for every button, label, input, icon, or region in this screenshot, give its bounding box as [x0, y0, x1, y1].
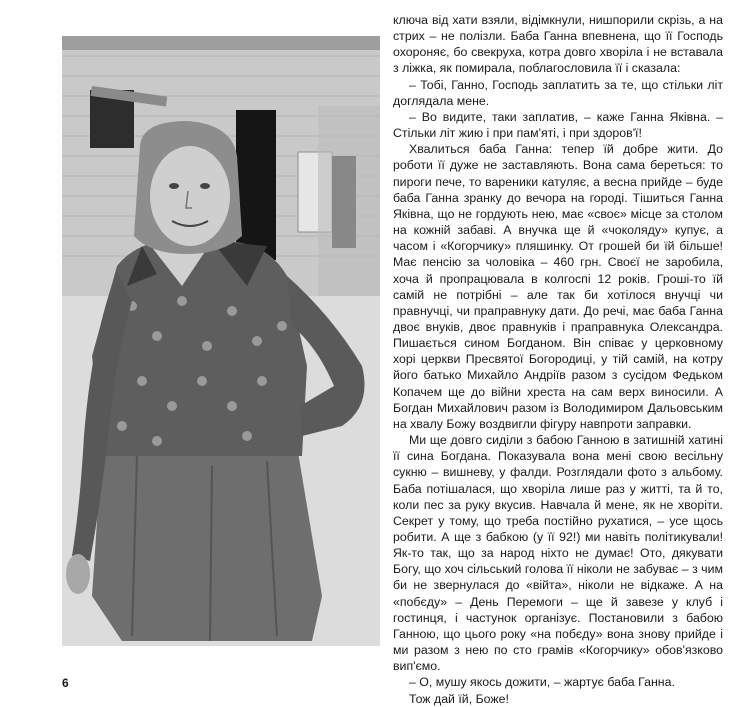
paragraph: Хвалиться баба Ганна: тепер їй добре жити. До роботи її дуже не заставляють. Вона сама береться: то пироги пече, то вареники катуляє, а весна прийде – буде баба Ганна зранку до вечора на городі. Тішиться Ганна Яківна, що не гордують нею, має «своє» місце за столом на кожній забаві. А внучка ще й «чоколяду» купує, а часом і «Когорчику» пляшинку. От грошей би їй більше! Має пенсію за чоловіка – 460 грн. Своєї не заробила, хоча й пропрацювала в колгоспі 12 років. Гроші-то їй самій не потрібні – але так би хотілося внучці чи правнучці, чи праправнуку дати. До речі, має баба Ганна двоє внуків, двоє правнуків і праправнука Олександра. Пишається сином Богданом. Він співає у церковному хорі церкви Пресвятої Богородиці, у тій самій, на котру його батько Михайло Андріїв разом з сусідом Федьком Копачем ще до війни хреста на сам верх виносили. А Богдан Михайлович разом із Володимиром Дальовським на хвалу Божу воздвигли фігуру навпроти заправки. [393, 142, 723, 431]
paragraph: Тож дай їй, Боже! [409, 691, 509, 706]
paragraph: – Во видите, таки заплатив, – каже Ганна Яківна. – Стільки літ жию і при пам'яті, і при здоров'ї! [393, 109, 723, 141]
photo-elderly-woman [62, 36, 380, 646]
paragraph: ключа від хати взяли, відімкнули, нишпорили скрізь, а на стрих – не полізли. Баба Ганна впевнена, що її Господь охороняє, бо свекруха, котра довго хворіла і не вставала з ліжка, як помирала, поблагословила її і сказала: [393, 13, 723, 76]
paragraph: Ми ще довго сиділи з бабою Ганною в затишній хатині її сина Богдана. Показувала вона мені свою весільну сукню – вишневу, у фалди. Розглядали фото з альбому. Баба потішалася, що хворіла лише раз у житті, та й то, коли пес за руку вкусив. Навчала й мене, як не хворіти. Секрет у тому, що треба постійно рухатися, – усе щось робити. А ще з бабкою (у її 92!) ми навіть політикували! Як-то так, що за народ ніхто не думає! Ото, дякувати Богу, що хоч сільський голова її ніколи не забуває – з чим би не звернулася до «війта», ніколи не відкаже. А на «побєду» – День Перемоги – ще й завезе у клуб і гостинця, і частунок організує. Постановили з бабою Ганною, що цього року «на побєду» вона знову прийде і ми разом з нею по сто грамів «Когорчику» обов'язково вип'ємо. [393, 433, 723, 674]
paragraph: – Тобі, Ганно, Господь заплатить за те, що стільки літ доглядала мене. [393, 77, 723, 108]
paragraph: – О, мушу якось дожити, – жартує баба Ганна. [409, 675, 675, 690]
page-number: 6 [62, 676, 69, 690]
article-text [393, 12, 723, 707]
